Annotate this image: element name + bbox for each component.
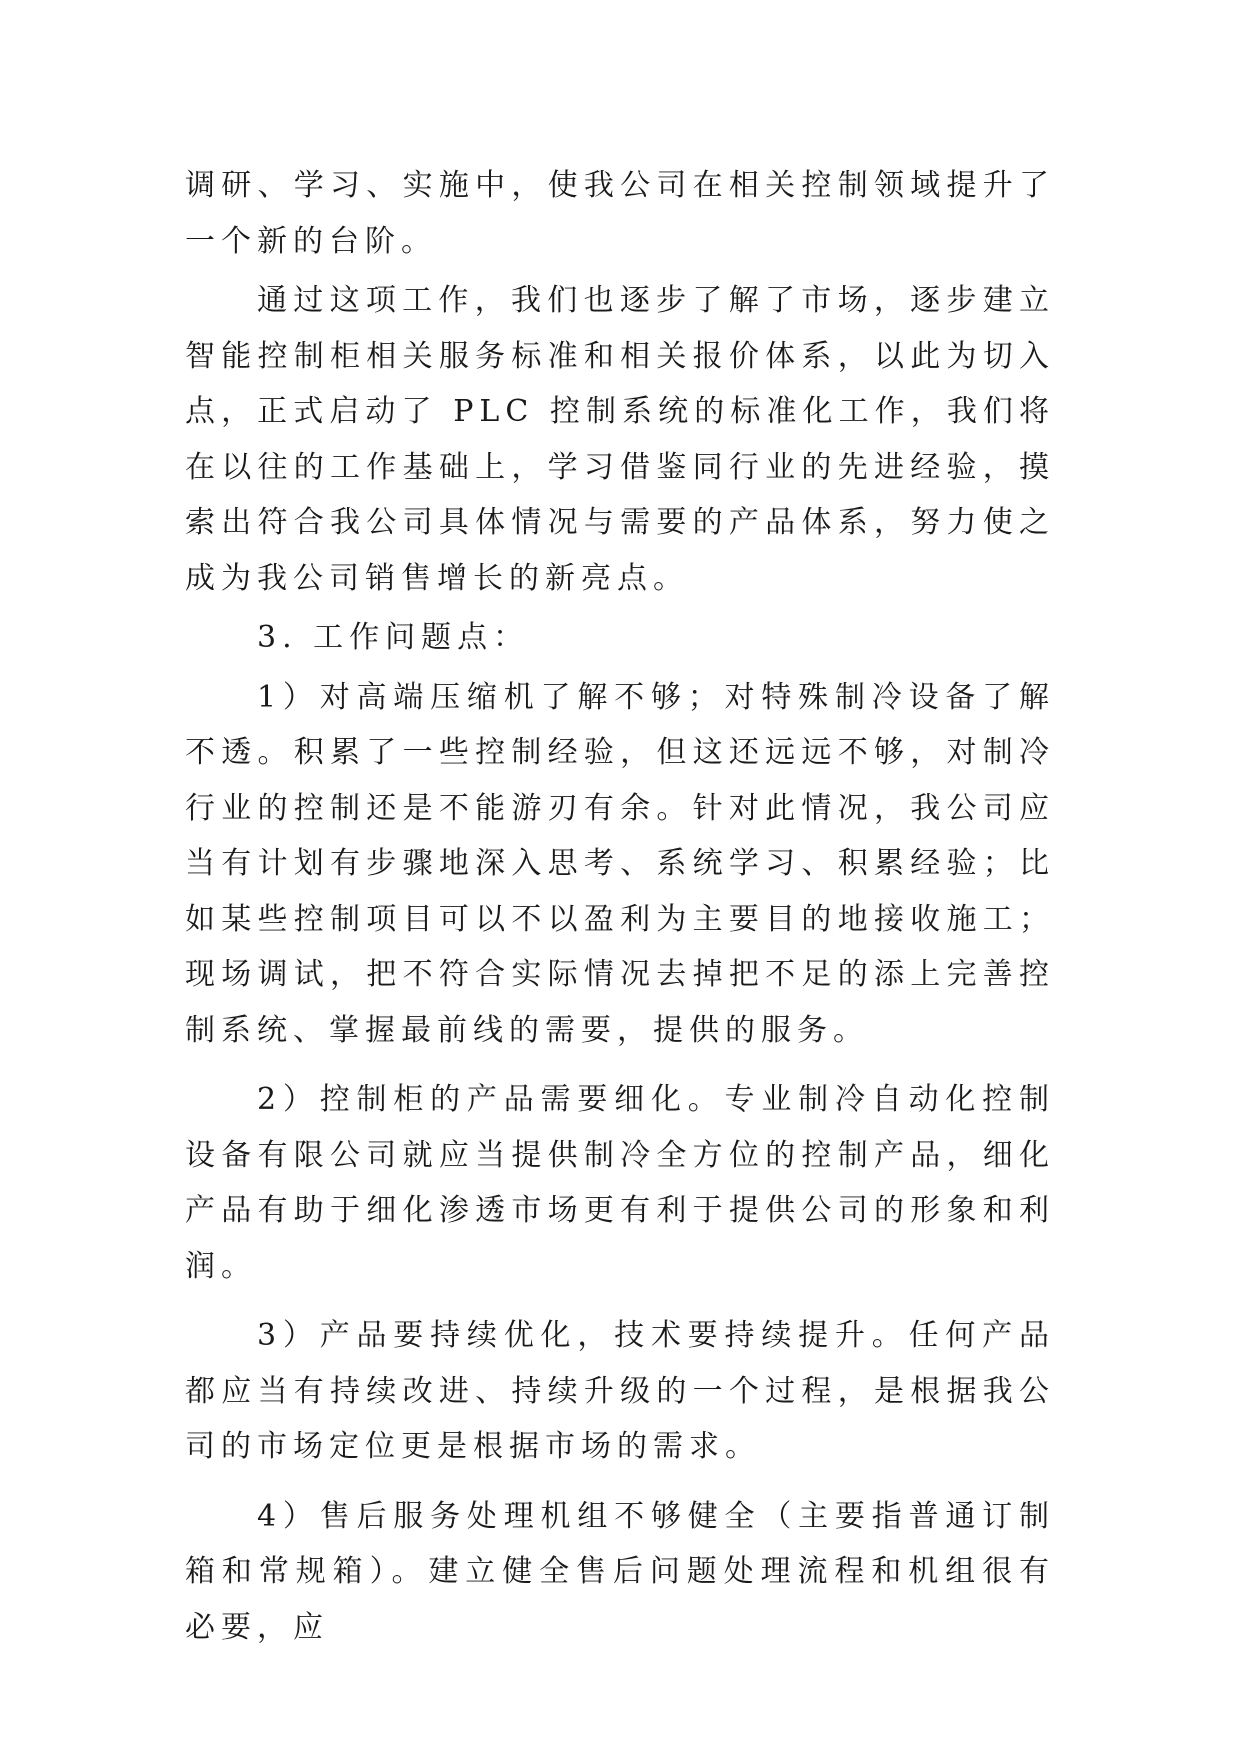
- document-body: [185, 158, 1055, 1655]
- paragraph-issue-4: 4）售后服务处理机组不够健全（主要指普通订制箱和常规箱）。建立健全售后问题处理流程和机组很有必要，应: [185, 1498, 1055, 1645]
- paragraph-market-understanding: 通过这项工作，我们也逐步了解了市场，逐步建立智能控制柜相关服务标准和相关报价体系，以此为切入点，正式启动了 PLC 控制系统的标准化工作，我们将在以往的工作基础上，学习借鉴同行业的先进经验，摸索出符合我公司具体情况与需要的产品体系，努力使之成为我公司销售增长的新亮点。: [185, 283, 1055, 596]
- paragraph-issue-2: 2）控制柜的产品需要细化。专业制冷自动化控制设备有限公司就应当提供制冷全方位的控制产品，细化产品有助于细化渗透市场更有利于提供公司的形象和利润。: [185, 1082, 1055, 1284]
- paragraph-issue-1: 1）对高端压缩机了解不够；对特殊制冷设备了解不透。积累了一些控制经验，但这还远远不够，对制冷行业的控制还是不能游刃有余。针对此情况，我公司应当有计划有步骤地深入思考、系统学习、积累经验；比如某些控制项目可以不以盈利为主要目的地接收施工；现场调试，把不符合实际情况去掉把不足的添上完善控制系统、掌握最前线的需要，提供的服务。: [185, 679, 1055, 1048]
- paragraph-issue-3: 3）产品要持续优化，技术要持续提升。任何产品都应当有持续改进、持续升级的一个过程，是根据我公司的市场定位更是根据市场的需求。: [185, 1318, 1055, 1464]
- paragraph-continuation: 调研、学习、实施中，使我公司在相关控制领域提升了一个新的台阶。: [185, 168, 1055, 259]
- section-heading-work-issues: 3. 工作问题点：: [257, 620, 530, 655]
